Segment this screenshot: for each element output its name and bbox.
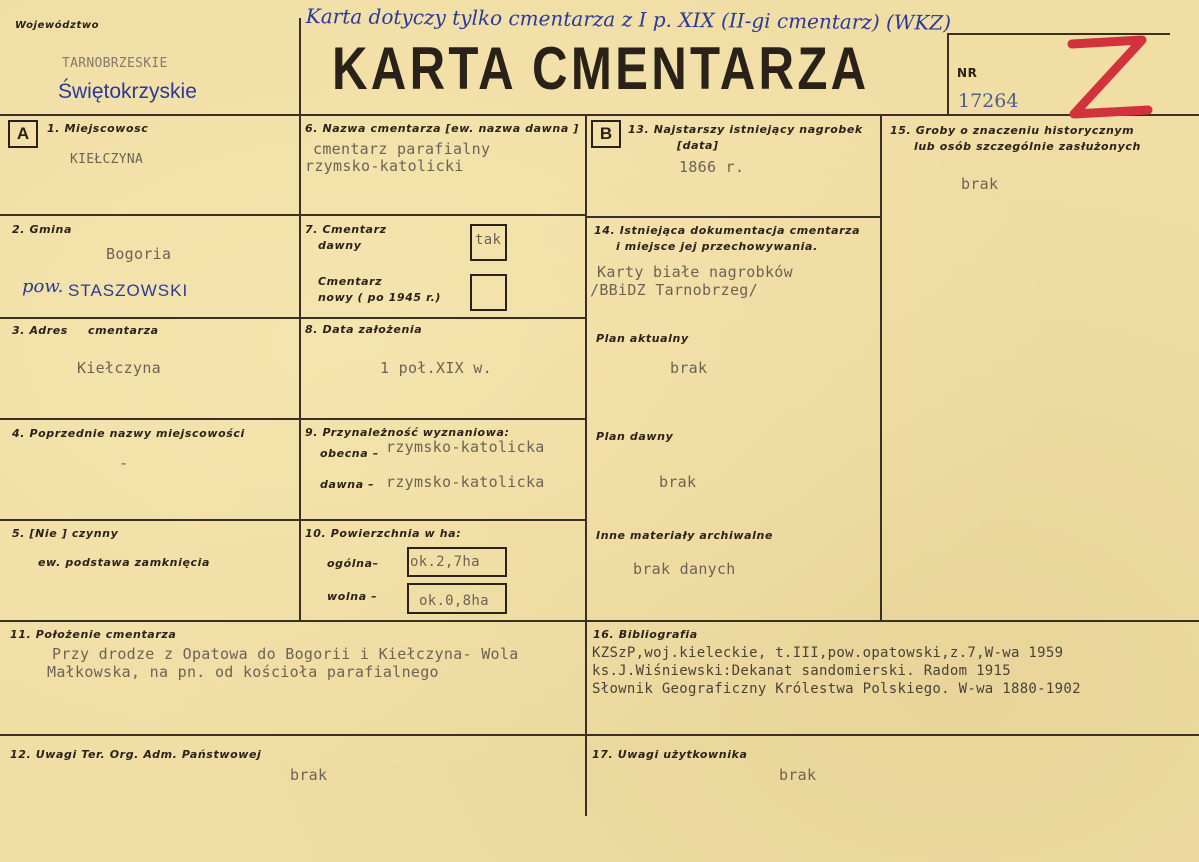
field-10-wolna-label: wolna – <box>327 590 378 603</box>
inne-materialy-label: Inne materiały archiwalne <box>596 529 774 542</box>
nr-label: NR <box>957 66 978 80</box>
divider <box>0 620 1199 622</box>
divider <box>0 519 585 521</box>
divider <box>0 317 585 319</box>
field-14-value-1: Karty białe nagrobków <box>597 263 793 281</box>
field-2-pow-value: STASZOWSKI <box>68 281 189 300</box>
field-3-value: Kiełczyna <box>77 359 161 377</box>
divider <box>0 418 585 420</box>
divider <box>0 214 585 216</box>
wojewodztwo-label: Województwo <box>15 20 100 31</box>
field-10-ogolna-box <box>407 547 507 577</box>
field-12-value: brak <box>290 766 328 784</box>
field-14-label-1: 14. Istniejąca dokumentacja cmentarza <box>594 224 861 237</box>
field-2-label: 2. Gmina <box>12 223 72 236</box>
card-title: KARTA CMENTARZA <box>332 35 870 102</box>
divider <box>0 114 1199 116</box>
field-16-value-3: Słownik Geograficzny Królestwa Polskiego. W-wa 1880-1902 <box>592 681 1081 697</box>
field-10-label: 10. Powierzchnia w ha: <box>305 527 462 540</box>
field-9-dawna-value: rzymsko-katolicka <box>386 473 545 491</box>
divider <box>880 116 882 622</box>
field-3-label: 3. Adres <box>12 324 68 337</box>
divider <box>947 33 949 116</box>
category-mark-z <box>1062 30 1154 122</box>
field-5-label: 5. [Nie ] czynny <box>12 527 119 540</box>
field-11-label: 11. Położenie cmentarza <box>10 628 177 641</box>
field-3-label-b: cmentarza <box>88 324 159 337</box>
field-1-value: KIEŁCZYNA <box>70 152 144 167</box>
field-11-value-2: Małkowska, na pn. od kościoła parafialnego <box>47 663 439 681</box>
field-7-label-a2: dawny <box>318 239 362 252</box>
field-17-label: 17. Uwagi użytkownika <box>592 748 748 761</box>
field-14-label-2: i miejsce jej przechowywania. <box>616 240 818 253</box>
field-1-label: 1. Miejscowosc <box>47 122 149 135</box>
field-10-ogolna-value: ok.2,7ha <box>410 554 480 570</box>
field-4-value: - <box>119 454 129 472</box>
field-4-label: 4. Poprzednie nazwy miejscowości <box>12 427 245 440</box>
divider <box>585 116 587 816</box>
wojewodztwo-typed: TARNOBRZESKIE <box>62 56 168 71</box>
field-16-value-2: ks.J.Wiśniewski:Dekanat sandomierski. Radom 1915 <box>592 663 1011 679</box>
field-9-label: 9. Przynależność wyznaniowa: <box>305 426 510 439</box>
field-7-label-b1: Cmentarz <box>318 275 383 288</box>
section-a-marker: A <box>8 120 38 148</box>
field-15-label-2: lub osób szczególnie zasłużonych <box>914 140 1141 153</box>
section-b-marker: B <box>591 120 621 148</box>
field-8-label: 8. Data założenia <box>305 323 423 336</box>
field-7-label-a1: 7. Cmentarz <box>305 223 387 236</box>
divider <box>299 18 301 622</box>
divider <box>585 216 881 218</box>
field-11-value-1: Przy drodze z Opatowa do Bogorii i Kiełczyna- Wola <box>52 645 519 663</box>
field-13-label-2: [data] <box>677 139 719 152</box>
field-13-value: 1866 r. <box>679 158 745 176</box>
field-10-wolna-value: ok.0,8ha <box>419 593 489 609</box>
checkbox-dawny-value: tak <box>475 232 502 248</box>
field-2-pow-hand: pow. <box>22 276 64 297</box>
field-17-value: brak <box>779 766 817 784</box>
field-2-value: Bogoria <box>106 245 172 263</box>
field-15-label-1: 15. Groby o znaczeniu historycznym <box>890 124 1135 137</box>
plan-aktualny-label: Plan aktualny <box>596 332 689 345</box>
checkbox-nowy[interactable] <box>470 274 507 311</box>
wojewodztwo-stamp: Świętokrzyskie <box>58 80 197 103</box>
field-6-value-1: cmentarz parafialny <box>313 140 491 158</box>
field-9-dawna-label: dawna – <box>320 478 375 491</box>
field-10-wolna-box <box>407 583 507 614</box>
nr-value: 17264 <box>958 90 1019 112</box>
field-5-sub: ew. podstawa zamknięcia <box>38 556 211 569</box>
plan-dawny-label: Plan dawny <box>596 430 674 443</box>
plan-dawny-value: brak <box>659 473 697 491</box>
field-13-label-1: 13. Najstarszy istniejący nagrobek <box>628 123 863 136</box>
field-6-value-2: rzymsko-katolicki <box>305 157 464 175</box>
field-6-label: 6. Nazwa cmentarza [ew. nazwa dawna ] <box>305 122 579 135</box>
field-7-label-b2: nowy ( po 1945 r.) <box>318 291 441 304</box>
divider <box>0 734 1199 736</box>
field-16-label: 16. Bibliografia <box>593 628 698 641</box>
field-15-value: brak <box>961 175 999 193</box>
field-16-value-1: KZSzP,woj.kieleckie, t.III,pow.opatowski,z.7,W-wa 1959 <box>592 645 1064 661</box>
handwritten-note: Karta dotyczy tylko cmentarza z I p. XIX (II-gi cmentarz) (WKZ) <box>305 4 952 35</box>
inne-materialy-value: brak danych <box>633 560 736 578</box>
field-10-ogolna-label: ogólna– <box>327 557 379 570</box>
field-9-obecna-value: rzymsko-katolicka <box>386 438 545 456</box>
field-9-obecna-label: obecna – <box>320 447 379 460</box>
plan-aktualny-value: brak <box>670 359 708 377</box>
checkbox-dawny[interactable] <box>470 224 507 261</box>
field-8-value: 1 poł.XIX w. <box>380 359 492 377</box>
field-14-value-2: /BBiDZ Tarnobrzeg/ <box>590 281 758 299</box>
field-12-label: 12. Uwagi Ter. Org. Adm. Państwowej <box>10 748 262 761</box>
